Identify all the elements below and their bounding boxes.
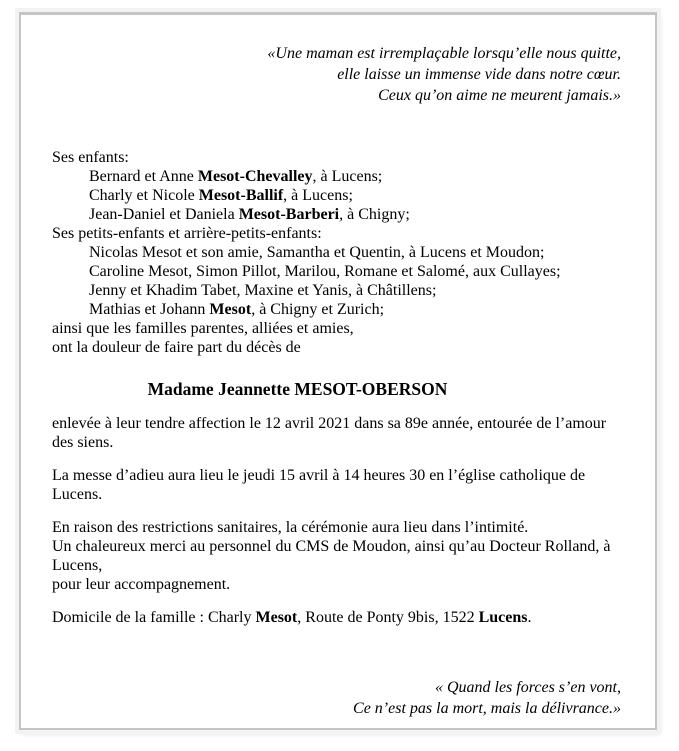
domicile-paragraph	[52, 608, 621, 627]
child-text: Jean-Daniel et Daniela	[89, 206, 239, 223]
death-paragraph	[52, 414, 621, 452]
family-name-bold: Mesot	[209, 301, 252, 318]
restrictions-line: En raison des restrictions sanitaires, la cérémonie aura lieu dans l’intimité.	[52, 519, 529, 536]
thanks-line-3: pour leur accompagnement.	[52, 576, 231, 593]
domicile-text: .	[527, 609, 532, 626]
grandchild-line	[52, 262, 621, 281]
domicile-line	[52, 608, 621, 627]
mass-paragraph-line-2: Lucens.	[52, 486, 103, 503]
child-text: , à Chigny;	[339, 206, 410, 223]
place-name-bold: Lucens	[478, 609, 528, 626]
grandchild-line	[52, 243, 621, 262]
mass-paragraph-line-1: La messe d’adieu aura lieu le jeudi 15 avril à 14 heures 30 en l’église catholique de	[52, 467, 586, 484]
grandchild-text: Nicolas Mesot et son amie, Samantha et Quentin, à Lucens et Moudon;	[89, 244, 545, 261]
announcement-sheet	[19, 12, 657, 730]
child-line	[52, 167, 621, 186]
family-list	[52, 148, 621, 357]
grandchild-text: Mathias et Johann	[89, 301, 210, 318]
deceased-name: Madame Jeannette MESOT-OBERSON	[147, 379, 448, 399]
closing-line-1: ainsi que les familles parentes, alliées et amies,	[52, 320, 354, 337]
death-paragraph-line-2: des siens.	[52, 434, 114, 451]
family-name-bold: Mesot	[255, 609, 298, 626]
grandchild-text: Caroline Mesot, Simon Pillot, Marilou, Romane et Salomé, aux Cullayes;	[89, 263, 561, 280]
epigraph-bottom-line-2: Ce n’est pas la mort, mais la délivrance.»	[353, 700, 621, 717]
child-text: Bernard et Anne	[89, 168, 198, 185]
mass-paragraph	[52, 466, 621, 504]
family-name-bold: Mesot-Chevalley	[197, 168, 313, 185]
thanks-line-2: Lucens,	[52, 557, 103, 574]
grandchild-line	[52, 281, 621, 300]
child-text: , à Lucens;	[283, 187, 353, 204]
child-line	[52, 186, 621, 205]
child-text: , à Lucens;	[312, 168, 383, 185]
epigraph-top	[52, 43, 621, 106]
domicile-text: , Route de Ponty 9bis, 1522	[297, 609, 479, 626]
thanks-line-1: Un chaleureux merci au personnel du CMS de Moudon, ainsi qu’au Docteur Rolland, à	[52, 538, 611, 555]
child-text: Charly et Nicole	[89, 187, 199, 204]
epigraph-bottom	[52, 677, 621, 719]
domicile-text: Domicile de la famille : Charly	[52, 609, 256, 626]
epigraph-top-line-1: «Une maman est irremplaçable lorsqu’elle nous quitte,	[267, 45, 621, 62]
epigraph-top-line-2: elle laisse un immense vide dans notre cœur.	[337, 66, 621, 83]
restrictions-thanks-paragraph	[52, 518, 621, 594]
grandchild-text: , à Chigny et Zurich;	[251, 301, 385, 318]
death-paragraph-line-1: enlevée à leur tendre affection le 12 avril 2021 dans sa 89e année, entourée de l’amour	[52, 415, 607, 432]
child-line	[52, 205, 621, 224]
grandchild-text: Jenny et Khadim Tabet, Maxine et Yanis, à Châtillens;	[89, 282, 437, 299]
grandchild-line	[52, 300, 621, 319]
epigraph-top-line-3: Ceux qu’on aime ne meurent jamais.»	[378, 87, 621, 104]
grandchildren-header: Ses petits-enfants et arrière-petits-enfants:	[52, 225, 322, 242]
closing-line-2: ont la douleur de faire part du décès de	[52, 339, 301, 356]
children-header: Ses enfants:	[52, 149, 129, 166]
family-name-bold: Mesot-Barberi	[238, 206, 340, 223]
epigraph-bottom-line-1: « Quand les forces s’en vont,	[434, 679, 621, 696]
family-name-bold: Mesot-Ballif	[198, 187, 284, 204]
